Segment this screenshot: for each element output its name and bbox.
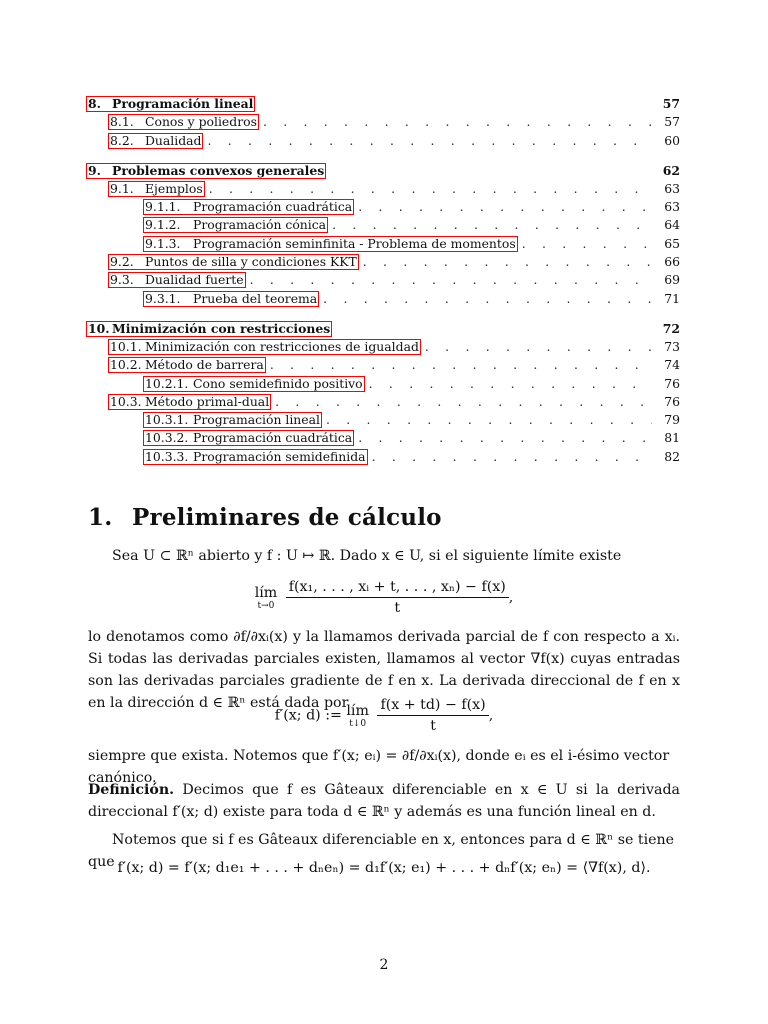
toc-chapter-link[interactable] <box>86 321 332 337</box>
toc-entry-link[interactable] <box>143 412 322 428</box>
toc-leader-dots <box>250 272 652 288</box>
toc-section-row <box>88 252 680 270</box>
toc-entry-link[interactable] <box>143 449 368 465</box>
toc-section-row <box>88 355 680 373</box>
limit-operator <box>346 703 369 729</box>
definition-paragraph <box>88 779 680 823</box>
table-of-contents <box>88 93 680 465</box>
toc-entry-number: 8.1. <box>110 114 134 130</box>
toc-entry-number: 10.2. <box>110 357 142 373</box>
toc-leader-dots <box>363 254 652 270</box>
limit-subscript: t→0 <box>257 600 275 611</box>
fraction <box>377 695 488 736</box>
toc-entry-title: Programación seminfinita - Problema de momentos <box>193 235 516 251</box>
toc-section <box>88 318 680 465</box>
gateaux-paragraph: Notemos que si f es Gâteaux diferenciable en x, entonces para d ∈ ℝⁿ se tiene que <box>88 832 675 870</box>
limit-equation <box>0 577 768 618</box>
toc-leader-dots <box>326 412 652 428</box>
toc-chapter-title: Problemas convexos generales <box>112 162 325 178</box>
toc-entry-title: Programación cuadrática <box>193 199 353 215</box>
toc-chapter-number: 9. <box>88 162 101 178</box>
toc-entry-title: Dualidad <box>145 132 202 148</box>
toc-subsection-row <box>88 197 680 215</box>
toc-page-number: 76 <box>664 375 680 391</box>
toc-leader-dots <box>425 339 652 355</box>
numerator: f(x + td) − f(x) <box>377 695 488 716</box>
toc-entry-title: Ejemplos <box>145 180 203 196</box>
section-title: Preliminares de cálculo <box>132 504 442 531</box>
toc-leader-dots <box>358 199 652 215</box>
toc-subsection-row <box>88 373 680 391</box>
toc-page-number: 63 <box>664 180 680 196</box>
toc-entry-link[interactable] <box>143 376 365 392</box>
section-number: 1. <box>88 504 113 531</box>
toc-entry-number: 9.2. <box>110 254 134 270</box>
toc-entry-title: Prueba del teorema <box>193 290 318 306</box>
toc-entry-number: 9.1.3. <box>145 235 181 251</box>
page-number: 2 <box>379 957 389 973</box>
toc-entry-link[interactable] <box>108 394 271 410</box>
toc-section-row <box>88 130 680 148</box>
limit-symbol: lím <box>346 702 369 719</box>
limit-symbol: lím <box>254 584 278 601</box>
equation-punctuation: , <box>488 707 494 724</box>
toc-chapter-row <box>88 93 680 112</box>
toc-entry-number: 10.3. <box>110 393 142 409</box>
toc-entry-number: 10.2.1. <box>145 375 189 391</box>
toc-page-number: 65 <box>664 235 680 251</box>
toc-entry-number: 10.1. <box>110 338 142 354</box>
toc-entry-number: 9.3.1. <box>145 290 181 306</box>
toc-entry-number: 10.3.2. <box>145 430 189 446</box>
toc-page-number: 57 <box>664 114 680 130</box>
toc-leader-dots <box>207 133 652 149</box>
toc-entry-link[interactable] <box>143 291 319 307</box>
toc-page-number: 74 <box>664 357 680 373</box>
toc-entry-link[interactable] <box>108 133 203 149</box>
toc-leader-dots <box>522 236 652 252</box>
toc-leader-dots <box>263 114 652 130</box>
toc-entry-link[interactable] <box>108 114 259 130</box>
directional-derivative-equation <box>0 695 768 736</box>
toc-entry-title: Conos y poliedros <box>145 114 257 130</box>
toc-chapter-row <box>88 160 680 179</box>
toc-entry-title: Método de barrera <box>145 357 264 373</box>
toc-chapter-link[interactable] <box>86 163 326 179</box>
section-heading <box>88 504 442 531</box>
toc-page-number: 79 <box>664 412 680 428</box>
toc-page-number: 72 <box>662 320 680 336</box>
fraction <box>286 577 509 618</box>
toc-section-row <box>88 337 680 355</box>
numerator: f(x₁, . . . , xᵢ + t, . . . , xₙ) − f(x) <box>286 577 509 598</box>
toc-entry-link[interactable] <box>108 339 421 355</box>
toc-leader-dots <box>270 357 652 373</box>
toc-entry-title: Puntos de silla y condiciones KKT <box>145 254 357 270</box>
toc-entry-number: 9.1.2. <box>145 217 181 233</box>
toc-entry-link[interactable] <box>108 254 359 270</box>
toc-page-number: 81 <box>664 430 680 446</box>
toc-entry-link[interactable] <box>143 217 328 233</box>
toc-entry-number: 9.1.1. <box>145 199 181 215</box>
toc-entry-link[interactable] <box>143 236 518 252</box>
toc-chapter-title: Minimización con restricciones <box>112 320 331 336</box>
toc-subsection-row <box>88 428 680 446</box>
toc-entry-link[interactable] <box>108 181 205 197</box>
toc-page-number: 76 <box>664 393 680 409</box>
toc-chapter-number: 8. <box>88 96 101 111</box>
toc-page-number: 62 <box>662 162 680 178</box>
toc-entry-link[interactable] <box>108 357 266 373</box>
toc-leader-dots <box>369 376 652 392</box>
toc-entry-title: Método primal-dual <box>145 393 270 409</box>
toc-leader-dots <box>275 394 652 410</box>
denominator: t <box>430 718 436 734</box>
toc-section-row <box>88 270 680 288</box>
toc-section-row <box>88 179 680 197</box>
limit-subscript: t↓0 <box>349 718 367 729</box>
toc-subsection-row <box>88 215 680 233</box>
toc-subsection-row <box>88 446 680 464</box>
toc-entry-title: Cono semidefinido positivo <box>193 375 363 391</box>
toc-page-number: 73 <box>664 338 680 354</box>
toc-entry-number: 9.1. <box>110 180 134 196</box>
toc-page-number: 82 <box>664 448 680 464</box>
toc-section-row <box>88 392 680 410</box>
intro-paragraph: Sea U ⊂ ℝⁿ abierto y f : U ↦ ℝ. Dado x ∈ U, si el siguiente límite existe <box>112 548 622 564</box>
toc-entry-link[interactable] <box>108 272 246 288</box>
definition-text: Decimos que f es Gâteaux diferenciable en x ∈ U si la derivada direccional f′(x; d) existe para toda d ∈ ℝⁿ y además es una función lineal en d. <box>88 782 680 820</box>
partial-derivative-paragraph: lo denotamos como ∂f/∂xᵢ(x) y la llamamos derivada parcial de f con respecto a xᵢ. Si todas las derivadas parciales existen, llamamos al vector ∇f(x) cuyas entradas son las derivadas parciales gradiente de f en x. La derivada direccional de f en x en la dirección d ∈ ℝⁿ está dada por <box>88 629 680 711</box>
toc-entry-link[interactable] <box>143 430 354 446</box>
toc-subsection-row <box>88 233 680 251</box>
toc-page-number: 64 <box>664 217 680 233</box>
toc-page-number: 66 <box>664 254 680 270</box>
toc-section <box>88 93 680 149</box>
toc-entry-number: 8.2. <box>110 132 134 148</box>
toc-entry-title: Programación cuadrática <box>193 430 353 446</box>
toc-entry-link[interactable] <box>143 199 354 215</box>
toc-page-number: 69 <box>664 272 680 288</box>
toc-entry-title: Programación cónica <box>193 217 327 233</box>
toc-leader-dots <box>332 217 652 233</box>
equation-lhs: f′(x; d) := <box>274 707 347 724</box>
toc-subsection-row <box>88 288 680 306</box>
toc-section-row <box>88 112 680 130</box>
toc-chapter-link[interactable] <box>86 96 255 112</box>
toc-chapter-number: 10. <box>88 320 110 336</box>
toc-leader-dots <box>372 449 652 465</box>
toc-entry-number: 10.3.1. <box>145 412 189 428</box>
toc-page-number: 60 <box>664 132 680 148</box>
toc-entry-title: Programación lineal <box>193 412 320 428</box>
canonical-vector-paragraph: siempre que exista. Notemos que f′(x; eᵢ) = ∂f/∂xᵢ(x), donde eᵢ es el i-ésimo vector canónico. <box>88 748 670 786</box>
toc-entry-title: Minimización con restricciones de igualdad <box>145 338 419 354</box>
toc-page-number: 71 <box>664 290 680 306</box>
equation-punctuation: , <box>508 589 514 606</box>
toc-chapter-title: Programación lineal <box>112 96 254 111</box>
limit-operator <box>255 585 278 611</box>
toc-chapter-row <box>88 318 680 337</box>
denominator: t <box>394 600 401 616</box>
toc-entry-number: 10.3.3. <box>145 448 189 464</box>
definition-label: Definición. <box>88 782 175 798</box>
linearity-equation: f′(x; d) = f′(x; d₁e₁ + . . . + dₙeₙ) = d₁f′(x; e₁) + . . . + dₙf′(x; eₙ) = ⟨∇f(x), d⟩. <box>117 860 651 876</box>
toc-leader-dots <box>209 181 652 197</box>
toc-entry-title: Programación semidefinida <box>193 448 366 464</box>
toc-page-number: 63 <box>664 199 680 215</box>
toc-leader-dots <box>323 291 652 307</box>
toc-leader-dots <box>358 430 652 446</box>
toc-entry-title: Dualidad fuerte <box>145 272 244 288</box>
toc-subsection-row <box>88 410 680 428</box>
toc-section <box>88 160 680 307</box>
toc-entry-number: 9.3. <box>110 272 134 288</box>
toc-page-number: 57 <box>662 96 680 111</box>
